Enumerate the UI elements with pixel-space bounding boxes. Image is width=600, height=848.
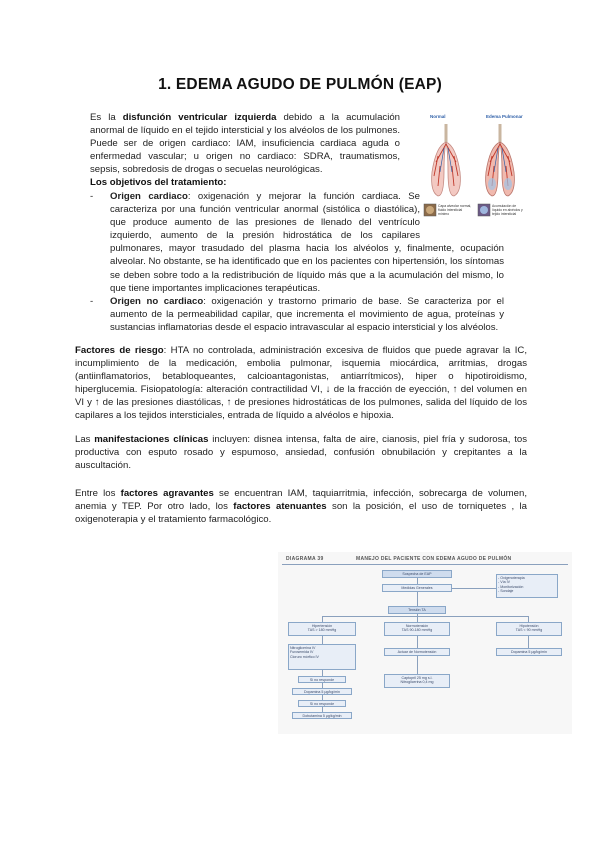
box-hipertension: Hipertensión TAS > 180 mmHg — [288, 622, 356, 636]
box-left-resp: Si no responde — [298, 676, 346, 683]
lungs-caption-right: Acumulación de líquido en alvéolos y tejido intersticial — [492, 204, 523, 216]
box-left-resp2: Si no responde — [298, 700, 346, 707]
intro-text-1: Es la — [90, 112, 123, 123]
list-item — [90, 295, 504, 334]
box-right-list: - Oxigenoterapia - Vía IV - Monitorización - Sondaje — [496, 574, 558, 598]
box-left-dopa: Dopamina 5 μg/kg/min — [292, 688, 352, 695]
factors-text-3: son la posición, el uso de torniquetes , la oxigenoterapia y el tratamiento farmacológico. — [75, 501, 527, 526]
lungs-label-right: Edema Pulmonar — [486, 114, 523, 119]
objective-text-no-cardiaco: : oxigenación y trastorno primario de base. Se caracteriza por el aumento de la permeabilidad capilar, que incrementa el movimiento de agua, proteínas y sustancias inflamatorias desde el espacio intravascular al espacio intersticial y los alvéolos. — [110, 295, 504, 333]
clinical-paragraph — [75, 433, 527, 472]
risk-text: : HTA no controlada, administración excesiva de fluidos que puede agravar la IC, incumplimiento de la medicación, embolia pulmonar, isquemia miocárdica, arritmias, drogas (antiinflamatorios, betabloqueantes, calcioantagonistas, antiarrítmicos), hiper o hipotiroidismo, hiperglucemia. Fisiopatología: alteración contractilidad VI, ↓ de la fracción de eyección, ↑ del volumen en VI y ↑ de las presiones diastólicas, ↑ de presiones hidrostáticas de los pulmones, salida del líquido de los capilares a los tejidos intersticiales, entrada de líquido a alvéolos e hipoxia. — [75, 345, 527, 422]
risk-paragraph — [75, 344, 527, 423]
box-middle-treatment: Actuar de Normotensión — [384, 648, 450, 656]
lungs-caption-left: Capa alveolar normal, fluido intersticial mínimo — [438, 204, 472, 216]
factors-text-1: Entre los — [75, 488, 121, 499]
objective-label-cardiaco: Origen cardiaco — [110, 191, 188, 202]
figure-float-space — [428, 190, 524, 238]
intro-paragraph — [90, 111, 504, 181]
risk-strong: Factores de riesgo — [75, 345, 164, 356]
box-normotension: Normotensión TAS 90-180 mmHg — [384, 622, 450, 636]
objective-label-no-cardiaco: Origen no cardiaco — [110, 295, 204, 307]
box-ta: Tensión TA — [388, 606, 446, 614]
list-dash: - — [90, 191, 94, 202]
diagram-title: MANEJO DEL PACIENTE CON EDEMA AGUDO DE PULMÓN — [356, 556, 512, 562]
lungs-label-left: Normal — [430, 114, 446, 119]
list-item — [90, 190, 504, 295]
clinical-text-2: incluyen: disnea intensa, falta de aire, cianosis, piel fría y sudorosa, tos productiva con esputo rosado y espumoso, ansiedad, confusión obnubilación y crepitantes a la auscultación. — [75, 434, 527, 472]
clinical-strong: manifestaciones clínicas — [94, 434, 209, 445]
box-middle-final: Captopril 25 mg s.l. Nitroglicerina 0,4 mg — [384, 674, 450, 688]
figure-float-space — [408, 111, 504, 181]
clinical-text-1: Las — [75, 434, 95, 445]
factors-strong-atenuantes: factores atenuantes — [233, 501, 327, 513]
box-left-treatment: Nitroglicerina IV Furosemida IV Cloruro mórfico IV — [288, 644, 356, 670]
objective-text-cardiaco: : oxigenación y mejorar la función cardiaca. Se caracteriza por una función ventricular anormal (sistólica o diastólica), que produce aumento de las presiones de llenado del ventrículo izquierdo, aumento de la presión hidrostática de los capilares pulmonares, mayor trasudado del plasma hacia los alvéolos y, finalmente, ocupación alveolar. No obstante, se ha identificado que en los pacientes con hipertensión, los síntomas se deben sobre todo a la redistribución de líquido más que a la acumulación del mismo, lo que tiene importantes implicaciones terapéuticas. — [110, 191, 504, 294]
objectives-list — [90, 190, 504, 334]
box-medidas: Medidas Generales — [382, 584, 452, 592]
factors-strong-agravantes: factores agravantes — [120, 488, 214, 499]
page-title: 1. EDEMA AGUDO DE PULMÓN (EAP) — [158, 76, 442, 93]
intro-text-2: debido a la acumulación anormal de líquido en el tejido intersticial y los alvéolos de los pulmones. Puede ser de origen cardiaco: IAM, insuficiencia cardiaca aguda o enfermedad vascular; u origen no cardiaco: SDRA, traumatismos, sepsis, sobredosis de drogas o secuelas neurológicas. — [90, 112, 401, 176]
box-right-treatment: Dopamina 5 μg/kg/min — [496, 648, 562, 656]
box-sospecha: Sospecha de EAP — [382, 570, 452, 578]
factors-paragraph — [75, 487, 527, 526]
list-dash: - — [90, 295, 94, 307]
intro-strong: disfunción ventricular izquierda — [122, 112, 277, 123]
management-flowchart — [278, 552, 572, 734]
diagram-label: DIAGRAMA 39 — [286, 556, 324, 562]
objectives-heading: Los objetivos del tratamiento: — [90, 177, 227, 188]
box-hipotension: Hipotensión TAS < 90 mmHg — [496, 622, 562, 636]
factors-text-2: se encuentran IAM, taquiarritmia, infección, sobrecarga de volumen, anemia y TEP. Por otro lado, los — [75, 488, 528, 513]
box-left-dobu: Dobutamina 5 μg/kg/min — [292, 712, 352, 719]
